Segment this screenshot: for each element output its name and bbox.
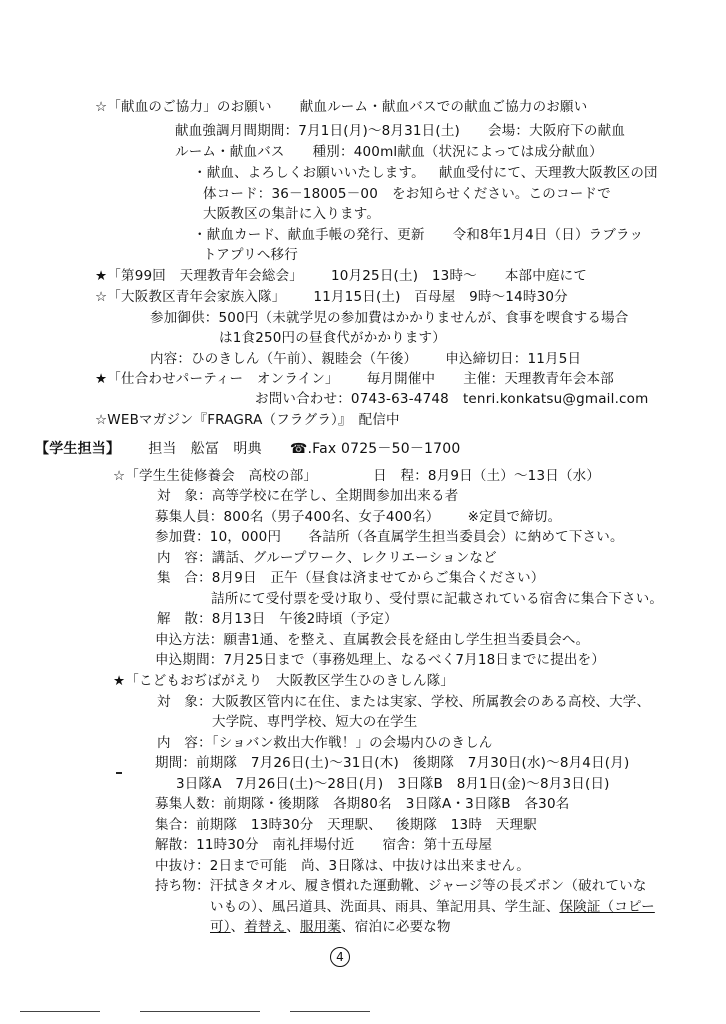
training-dismissal: 解 散：8月13日 午後2時頃（予定） (157, 611, 398, 627)
party-online-organizer: 主催：天理教青年会本部 (463, 371, 614, 387)
kids-pilgrimage-items-medicine: 服用薬 (299, 919, 342, 935)
kids-pilgrimage-title: ★「こどもおぢばがえり 大阪教区学生ひのきしん隊」 (113, 673, 455, 689)
training-title-line (113, 466, 600, 486)
kids-pilgrimage-target: 対 象：大阪教区管内に在住、または実家、学校、所属教会のある高校、大学、 (157, 694, 651, 710)
kids-pilgrimage-3day-b: 3日隊B 8月1日(金)～8月3日(日) (397, 776, 610, 792)
kids-pilgrimage-content: 内 容：「ショバン救出大作戦！」の会場内ひのきしん (157, 735, 493, 751)
youth-general-meeting-place: 本部中庭にて (504, 268, 588, 284)
blood-donation-group-code-line (203, 184, 611, 204)
kids-pilgrimage-leave: 中抜け：2日まで可能 (155, 858, 288, 874)
kids-pilgrimage-items-change: 着替え (244, 919, 287, 935)
student-section-contact-person: 担当 舩冨 明典 (148, 441, 262, 457)
blood-donation-type-line (175, 142, 603, 162)
kids-pilgrimage-items-cont1 (210, 897, 655, 917)
blood-donation-group-code-note: をお知らせください。このコードで (392, 186, 611, 202)
blood-donation-note2-end: トアプリへ移行 (203, 247, 298, 263)
family-corps-deadline: 申込締切日：11月5日 (445, 351, 582, 367)
blood-donation-title: ☆「献血のご協力」のお願い (95, 99, 272, 115)
kids-pilgrimage-items-cont2 (210, 917, 451, 937)
party-contact-phone: お問い合わせ：0743-63-4748 (255, 391, 449, 407)
kids-pilgrimage-leave-note: 尚、3日隊は、中抜けは出来ません。 (301, 858, 530, 874)
blood-donation-note1a: ・献血、よろしくお願いいたします。 (193, 165, 425, 181)
training-title: ☆「学生生徒修養会 高校の部」 (113, 468, 318, 484)
family-corps-content-line (150, 349, 581, 369)
student-section-phone: ☎.Fax 0725－50－1700 (289, 441, 461, 457)
blood-donation-period-line (175, 121, 625, 141)
blood-donation-venue: 会場：大阪府下の献血 (488, 123, 626, 139)
blood-donation-note1-end: 大阪教区の集計に入ります。 (203, 206, 381, 222)
footer-rule-mid (140, 1011, 260, 1012)
kids-pilgrimage-items-sep1: 、 (230, 919, 245, 935)
training-capacity-note: ※定員で締切。 (467, 509, 562, 525)
family-corps-content: 内容：ひのきしん（午前）、親睦会（午後） (150, 351, 418, 367)
kids-pilgrimage-period-line (155, 753, 629, 773)
training-application-method: 申込方法：願書1通、を整え、直属教会長を経由し学生担当委員会へ。 (155, 632, 590, 648)
family-corps-line (95, 287, 568, 307)
party-contact-email: tenri.konkatsu@gmail.com (462, 391, 649, 407)
blood-donation-subtitle: 献血ルーム・献血バスでの献血ご協力のお願い (299, 99, 588, 115)
kids-pilgrimage-period-late: 後期隊 7月30日(水)～8月4日(月) (412, 755, 630, 771)
training-assembly-note: 詰所にて受付票を受け取り、受付票に記載されている宿舎に集合下さい。 (211, 591, 664, 607)
kids-pilgrimage-items: 持ち物：汗拭きタオル、履き慣れた運動靴、ジャージ等の長ズボン（破れていな (155, 878, 647, 894)
kids-pilgrimage-lodging: 宿舎：第十五母屋 (382, 837, 493, 853)
blood-donation-note2a: ・献血カード、献血手帳の発行、更新 (193, 227, 425, 243)
blood-donation-group-code: 体コード：36－18005－00 (203, 186, 379, 202)
training-capacity: 募集人員：800名（男子400名、女子400名） (155, 509, 440, 525)
training-schedule: 日 程：8月9日（土）～13日（水） (373, 468, 601, 484)
kids-pilgrimage-capacity-line (155, 794, 569, 814)
kids-pilgrimage-items-sep2: 、 (286, 919, 300, 935)
youth-general-meeting-line (95, 266, 587, 286)
party-contact-line (255, 389, 649, 409)
party-online-line (95, 369, 614, 389)
student-section-line (35, 439, 460, 459)
family-corps-date: 11月15日(土) 百母屋 9時～14時30分 (313, 289, 568, 305)
kids-pilgrimage-items-rest: 、宿泊に必要な物 (341, 919, 451, 935)
training-assembly: 集 合：8月9日 正午（昼食は済ませてからご集合ください） (157, 570, 545, 586)
kids-pilgrimage-capacity-3day: 3日隊A・3日隊B 各30名 (405, 796, 570, 812)
kids-pilgrimage-3day-line (176, 774, 610, 794)
blood-donation-title-line (95, 97, 587, 117)
training-content: 内 容：講話、グループワーク、レクリエーションなど (157, 550, 497, 566)
kids-pilgrimage-assembly-late: 後期隊 13時 天理駅 (395, 817, 537, 833)
stray-mark (116, 772, 122, 774)
blood-donation-note1b: 献血受付にて、天理教大阪教区の団 (438, 165, 658, 181)
youth-general-meeting-title: ★「第99回 天理教青年会総会」 (95, 268, 303, 284)
blood-donation-note2-line (193, 225, 643, 245)
blood-donation-venue-cont: ルーム・献血バス (175, 144, 285, 160)
kids-pilgrimage-capacity-main: 募集人数：前期隊・後期隊 各期80名 (155, 796, 392, 812)
kids-pilgrimage-items-copy-ok: 可） (210, 919, 231, 935)
kids-pilgrimage-dismissal-line (155, 835, 492, 855)
web-magazine-line: ☆WEBマガジン『FRAGRA（フラグラ）』 配信中 (95, 412, 400, 428)
footer-rule-right (290, 1011, 370, 1012)
training-capacity-line (155, 507, 561, 527)
party-online-title: ★「仕合わせパーティー オンライン」 (95, 371, 339, 387)
kids-pilgrimage-items-cont1-text: いもの）、風呂道具、洗面具、雨具、筆記用具、学生証、 (210, 899, 560, 915)
training-application-period: 申込期間：7月25日まで（事務処理上、なるべく7月18日までに提出を） (155, 652, 606, 668)
kids-pilgrimage-assembly-early: 集合：前期隊 13時30分 天理駅、 (155, 817, 382, 833)
kids-pilgrimage-3day-a: 3日隊A 7月26日(土)～28日(月) (176, 776, 384, 792)
student-section-heading: 【学生担当】 (35, 441, 121, 457)
kids-pilgrimage-assembly-line (155, 815, 537, 835)
kids-pilgrimage-dismissal: 解散：11時30分 南礼拝場付近 (155, 837, 355, 853)
family-corps-title: ☆「大阪教区青年会家族入隊」 (95, 289, 286, 305)
kids-pilgrimage-items-insurance: 保険証（コピー (559, 899, 655, 915)
blood-donation-note1-line (193, 163, 658, 183)
blood-donation-note2b: 令和8年1月4日（日）ラブラッ (452, 227, 644, 243)
kids-pilgrimage-leave-line (155, 856, 530, 876)
kids-pilgrimage-target-cont: 大学院、専門学校、短大の在学生 (212, 714, 418, 730)
blood-donation-period: 献血強調月間期間：7月1日(月)～8月31日(土) (175, 123, 461, 139)
training-target: 対 象：高等学校に在学し、全期間参加出来る者 (157, 488, 459, 504)
family-corps-fee-cont: は1食250円の昼食代がかかります） (219, 330, 446, 346)
party-online-schedule: 毎月開催中 (366, 371, 436, 387)
blood-donation-type: 種別：400ml献血（状況によっては成分献血） (312, 144, 603, 160)
footer-rule-left (20, 1011, 100, 1012)
kids-pilgrimage-period-early: 期間：前期隊 7月26日(土)～31日(木) (155, 755, 399, 771)
training-fee: 参加費：10，000円 各詰所（各直属学生担当委員会）に納めて下さい。 (155, 529, 624, 545)
page-number: 4 (330, 947, 350, 967)
youth-general-meeting-date: 10月25日(土) 13時～ (330, 268, 477, 284)
family-corps-fee: 参加御供：500円（未就学児の参加費はかかりませんが、食事を喫食する場合 (150, 310, 629, 326)
